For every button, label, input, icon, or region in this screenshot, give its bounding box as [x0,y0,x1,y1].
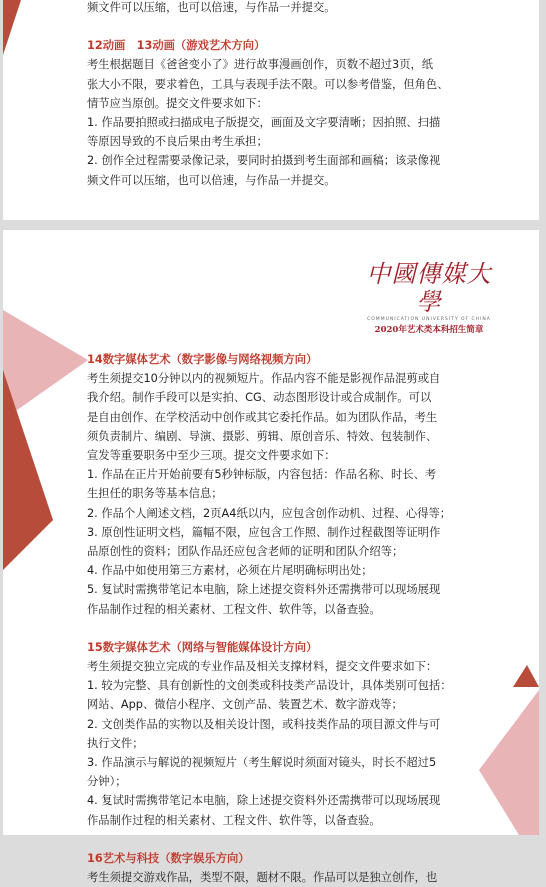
section-15-title: 15数字媒体艺术（网络与智能媒体设计方向） [87,640,318,654]
university-logo: 中國傳媒大學 [366,260,492,316]
text-line: 作品制作过程的相关素材、工程文件、软件等，以备查验。 [87,602,381,616]
text-line: 考生须提交独立完成的专业作品及相关支撑材料，提交文件要求如下： [87,660,438,674]
previous-section-text [87,0,469,190]
text-line: 情节应当原创。提交文件要求如下： [87,96,268,110]
university-brand [359,260,499,336]
text-line: 生担任的职务等基本信息； [87,487,223,501]
text-line: 频文件可以压缩，也可以倍速，与作品一并提交。 [87,173,336,187]
text-line: 考生须提交10分钟以内的视频短片。作品内容不能是影视作品混剪或自 [87,372,441,386]
section-12-title: 12动画 13动画（游戏艺术方向） [87,39,266,53]
text-line: 执行文件； [87,736,144,750]
text-line: 3. 作品演示与解说的视频短片（考生解说时须面对镜头，时长不超过5 [87,756,437,770]
text-line: 3. 原创性证明文档，篇幅不限，应包含工作照、制作过程截图等证明作 [87,525,441,539]
text-line: 是自由创作、在学校活动中创作或其它委托作品。如为团队作品，考生 [87,410,438,424]
section-16-title: 16艺术与科技（数字娱乐方向） [87,851,250,865]
right-triangle-decoration [469,665,539,835]
left-triangle-decoration [3,310,93,570]
university-english-name: COMMUNICATION UNIVERSITY OF CHINA [367,317,491,322]
text-line: 考生根据题目《爸爸变小了》进行故事漫画创作，页数不超过3页，纸 [87,58,434,72]
text-line: 2. 创作全过程需要录像记录，要同时拍摄到考生面部和画稿；该录像视 [87,154,441,168]
text-line: 作品制作过程的相关素材、工程文件、软件等，以备查验。 [87,813,381,827]
text-line: 频文件可以压缩，也可以倍速，与作品一并提交。 [87,1,336,14]
corner-triangle-decoration [3,0,23,60]
brochure-subtitle: 2020年艺术类本科招生简章 [374,325,484,335]
document-page-previous [3,0,539,220]
text-line: 网站、App、微信小程序、文创产品、装置艺术、数字游戏等； [87,698,403,712]
text-line: 考生须提交游戏作品，类型不限，题材不限。作品可以是独立创作，也 [87,871,438,885]
text-line: 我介绍。制作手段可以是实拍、CG、动态图形设计或合成制作。可以 [87,391,432,405]
text-line: 5. 复试时需携带笔记本电脑，除上述提交资料外还需携带可以现场展现 [87,583,441,597]
text-line: 4. 复试时需携带笔记本电脑，除上述提交资料外还需携带可以现场展现 [87,794,441,808]
main-content [87,350,469,887]
text-line: 1. 作品在正片开始前要有5秒钟标版，内容包括：作品名称、时长、考 [87,468,437,482]
text-line: 4. 作品中如使用第三方素材，必须在片尾明确标明出处； [87,564,373,578]
text-line: 1. 较为完整、具有创新性的文创类或科技类产品设计，具体类别可包括： [87,679,452,693]
text-line: 须负责制片、编剧、导演、摄影、剪辑、原创音乐、特效、包装制作、 [87,429,438,443]
text-line: 2. 文创类作品的实物以及相关设计图，或科技类作品的项目源文件与可 [87,717,441,731]
text-line: 2. 作品个人阐述文档，2页A4纸以内，应包含创作动机、过程、心得等； [87,506,452,520]
section-14-title: 14数字媒体艺术（数字影像与网络视频方向） [87,353,318,366]
document-page [3,230,539,885]
text-line: 等原因导致的不良后果由考生承担； [87,135,268,149]
text-line: 分钟）； [87,775,127,789]
text-line: 1. 作品要拍照或扫描成电子版提交，画面及文字要清晰；因拍照、扫描 [87,116,441,130]
text-line: 张大小不限，要求着色，工具与表现手法不限。可以参考借鉴，但角色、 [87,77,449,91]
text-line: 品原创性的资料；团队作品还应包含老师的证明和团队介绍等； [87,545,404,559]
text-line: 宣发等重要职务中至少三项。提交文件要求如下： [87,449,336,463]
